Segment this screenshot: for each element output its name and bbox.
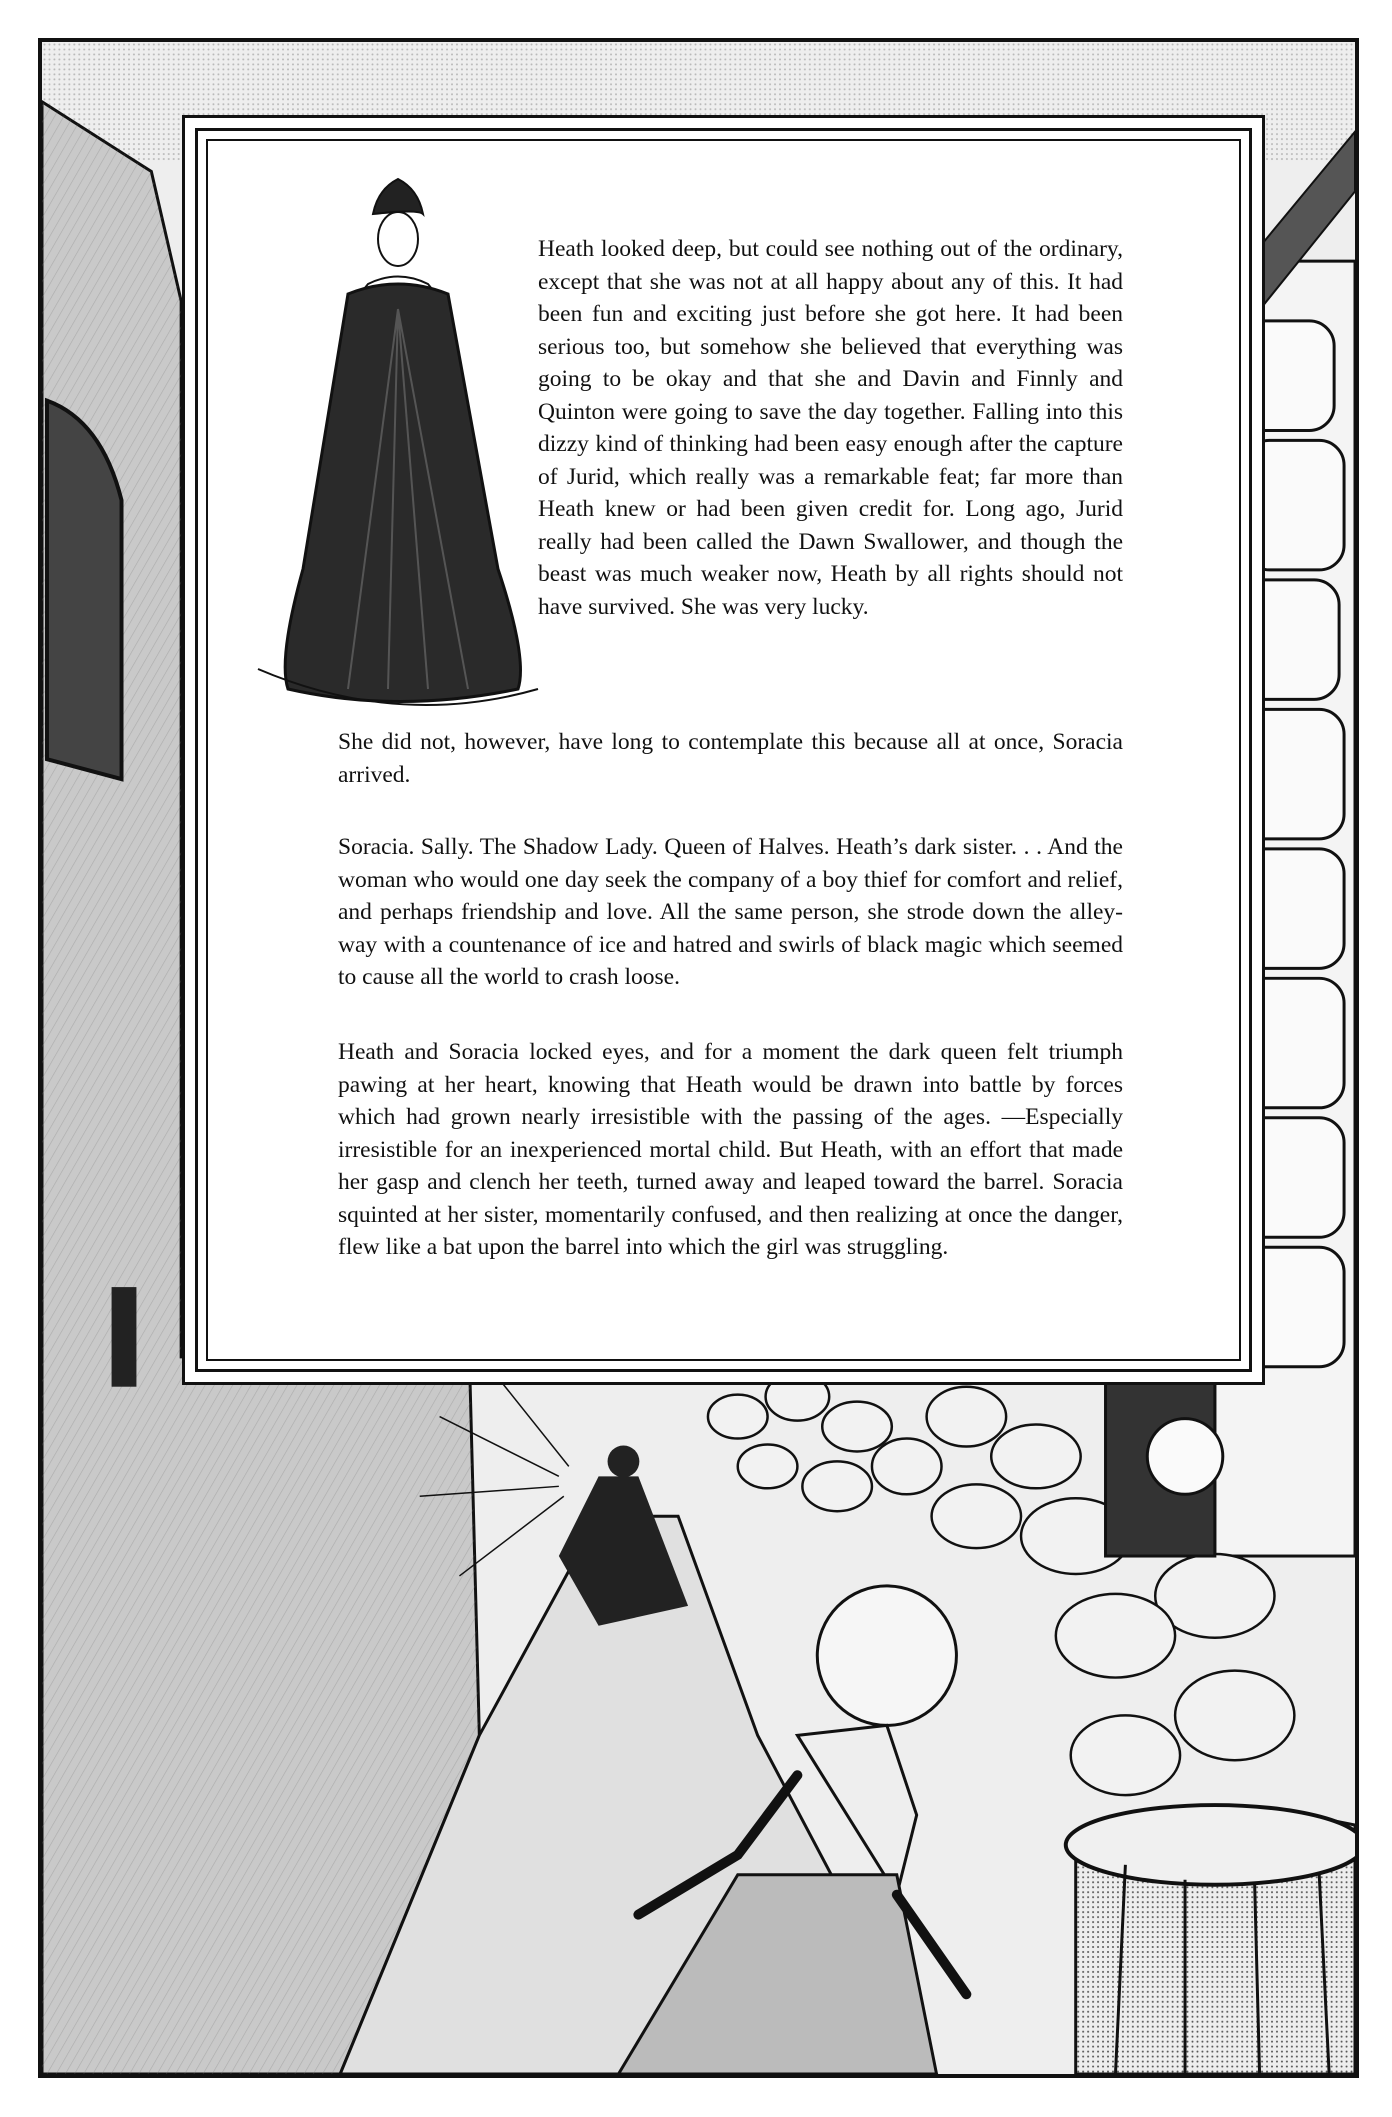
narration-box-border-inner [206,139,1241,1361]
soracia-figure [248,169,548,729]
narration-box-border [195,128,1252,1372]
narration-paragraph-4: Heath and Soracia locked eyes, and for a moment the dark queen felt triumph pawing at her heart, knowing that Heath would be drawn into battle by forces which had grown nearly irresistible with the passing of the ages. —Especially irresistible for an inexperienced mortal child. But Heath, with an effort that made her gasp and clench her teeth, turned away and leaped toward the barrel. Soracia squinted at her sister, momentarily confused, and then realizing at once the danger, flew like a bat upon the barrel into which the girl was struggling. [338,1039,1123,1260]
comic-panel [38,38,1359,2078]
narration-paragraph-2: She did not, however, have long to contemplate this because all at once, Soracia arrived. [338,729,1123,788]
narration-box [182,115,1265,1385]
narration-paragraph-3: Soracia. Sally. The Shadow Lady. Queen of Halves. Heath’s dark sister. . . And the woman who would one day seek the company of a boy thief for comfort and relief, and perhaps friendship and love. All the same person, she strode down the alley-way with a countenance of ice and hatred and swirls of black magic which seemed to cause all the world to crash loose. [338,834,1123,990]
narration-paragraph-1: Heath looked deep, but could see nothing out of the ordinary, except that she was not at all happy about any of this. It had been fun and exciting just before she got here. It had been serious too, but somehow she believed that everything was going to be okay and that she and Davin and Finnly and Quinton were going to save the day together. Falling into this dizzy kind of thinking had been easy enough after the capture of Jurid, which really was a remarkable feat; far more than Heath knew or had been given credit for. Long ago, Jurid really had been called the Dawn Swallower, and though the beast was much weaker now, Heath by all rights should not have survived. She was very lucky. [538,236,1123,620]
